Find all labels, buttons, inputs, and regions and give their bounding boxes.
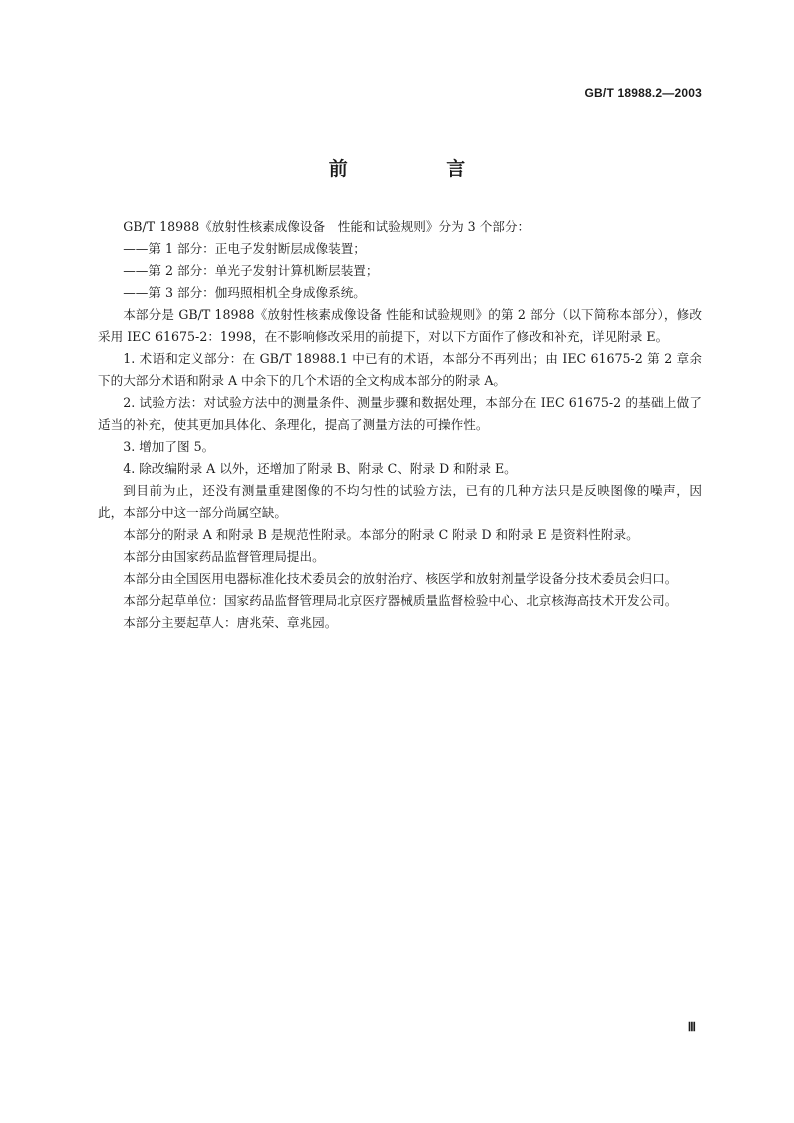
paragraph: 本部分由国家药品监督管理局提出。 [123, 549, 325, 564]
paragraph: 本部分是 GB/T 18988《放射性核素成像设备 性能和试验规则》的第 2 部分（以下简称本部分），修改采用 IEC 61675-2：1998，在不影响修改采用的前提下，对以下方面作了修改和补充，详见附录 E。 [98, 307, 702, 344]
foreword-body [98, 216, 702, 634]
paragraph: 4. 除改编附录 A 以外，还增加了附录 B、附录 C、附录 D 和附录 E。 [123, 461, 517, 476]
page-title: 前 言 [328, 158, 512, 180]
list-item-part-2: ——第 2 部分：单光子发射计算机断层装置； [123, 263, 379, 278]
paragraph: 本部分起草单位：国家药品监督管理局北京医疗器械质量监督检验中心、北京核海高技术开发公司。 [123, 593, 678, 608]
paragraph: 本部分由全国医用电器标准化技术委员会的放射治疗、核医学和放射剂量学设备分技术委员会归口。 [123, 571, 678, 586]
paragraph: GB/T 18988《放射性核素成像设备 性能和试验规则》分为 3 个部分： [123, 219, 531, 234]
standard-number: GB/T 18988.2—2003 [584, 86, 702, 100]
paragraph: 2. 试验方法：对试验方法中的测量条件、测量步骤和数据处理，本部分在 IEC 61675-2 的基础上做了适当的补充，使其更加具体化、条理化，提高了测量方法的可操作性。 [98, 395, 702, 432]
list-item-part-1: ——第 1 部分：正电子发射断层成像装置； [123, 241, 366, 256]
paragraph: 本部分主要起草人：唐兆荣、章兆园。 [123, 615, 338, 630]
paragraph: 到目前为止，还没有测量重建图像的不均匀性的试验方法，已有的几种方法只是反映图像的噪声，因此，本部分中这一部分尚属空缺。 [98, 483, 702, 520]
paragraph: 3. 增加了图 5。 [123, 439, 215, 454]
page-number: Ⅲ [687, 1020, 696, 1034]
paragraph: 本部分的附录 A 和附录 B 是规范性附录。本部分的附录 C 附录 D 和附录 E 是资料性附录。 [123, 527, 639, 542]
paragraph: 1. 术语和定义部分：在 GB/T 18988.1 中已有的术语，本部分不再列出；由 IEC 61675-2 第 2 章余下的大部分术语和附录 A 中余下的几个术语的全文构成本部分的附录 A。 [98, 351, 702, 388]
list-item-part-3: ——第 3 部分：伽玛照相机全身成像系统。 [123, 285, 366, 300]
